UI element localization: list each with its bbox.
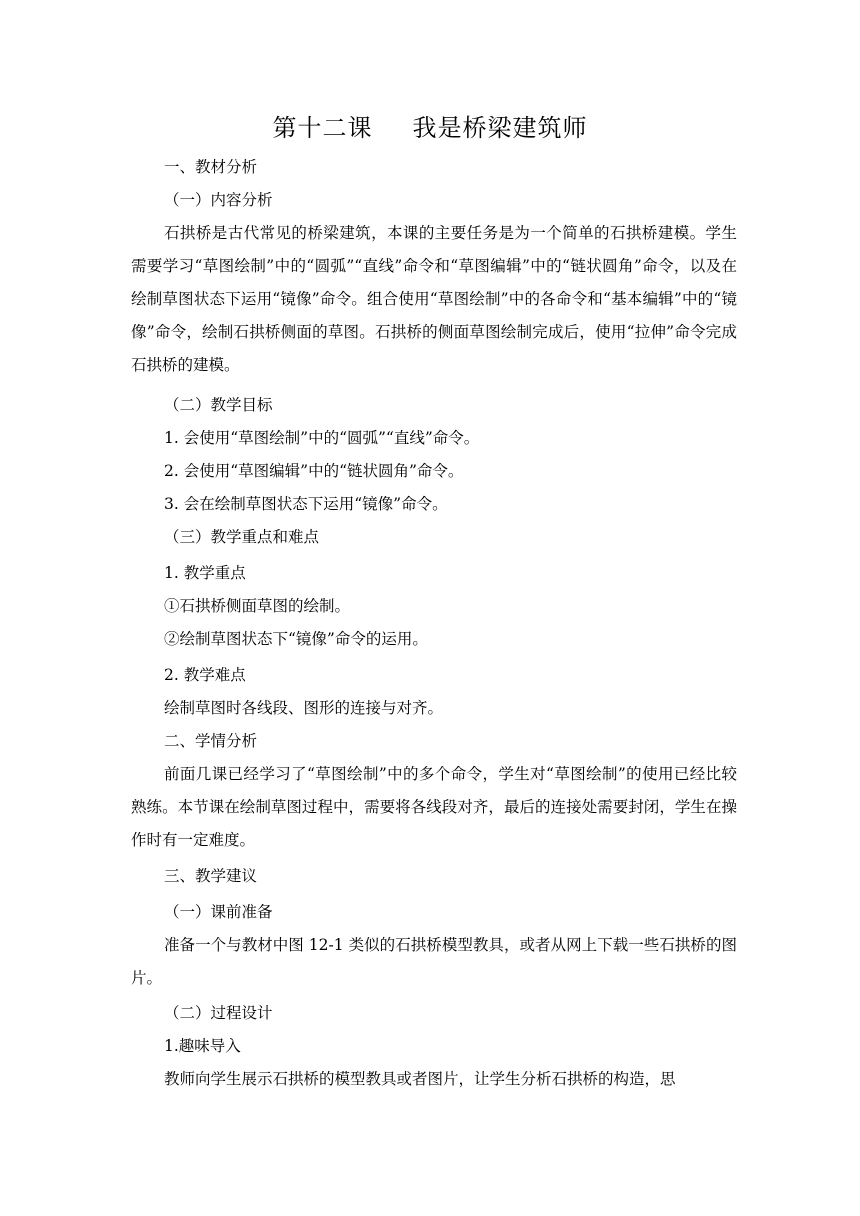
list-item: ②绘制草图状态下“镜像”命令的运用。	[164, 630, 428, 648]
list-item: 1. 会使用“草图绘制”中的“圆弧”“直线”命令。	[164, 429, 480, 447]
subsection-heading: （三）教学重点和难点	[164, 528, 320, 546]
list-item: 1.趣味导入	[164, 1037, 241, 1055]
section-heading: 一、教材分析	[164, 158, 258, 176]
paragraph: 石拱桥是古代常见的桥梁建筑，本课的主要任务是为一个简单的石拱桥建模。学生需要学习“草图绘制”中的“圆弧”“直线”命令和“草图编辑”中的“链状圆角”命令，以及在绘制草图状态下运用“镜像”命令。组合使用“草图绘制”中的各命令和“基本编辑”中的“镜像”命令，绘制石拱桥侧面的草图。石拱桥的侧面草图绘制完成后，使用“拉伸”命令完成石拱桥的建模。	[131, 224, 737, 374]
list-item: 3. 会在绘制草图状态下运用“镜像”命令。	[164, 495, 448, 513]
list-item: 2. 教学难点	[164, 666, 246, 684]
paragraph: 前面几课已经学习了“草图绘制”中的多个命令，学生对“草图绘制”的使用已经比较熟练。本节课在绘制草图过程中，需要将各线段对齐，最后的连接处需要封闭，学生在操作时有一定难度。	[131, 765, 737, 849]
paragraph: 教师向学生展示石拱桥的模型教具或者图片，让学生分析石拱桥的构造，思	[164, 1070, 676, 1088]
list-item: 绘制草图时各线段、图形的连接与对齐。	[164, 699, 444, 717]
section-heading: 三、教学建议	[164, 867, 258, 885]
list-item: 2. 会使用“草图编辑”中的“链状圆角”命令。	[164, 462, 464, 480]
paragraph: 准备一个与教材中图 12-1 类似的石拱桥模型教具，或者从网上下载一些石拱桥的图片。	[131, 936, 737, 987]
subsection-heading: （一）课前准备	[164, 903, 273, 921]
section-heading: 二、学情分析	[164, 732, 258, 750]
subsection-heading: （二）过程设计	[164, 1004, 273, 1022]
subsection-heading: （二）教学目标	[164, 396, 273, 414]
list-item: 1. 教学重点	[164, 564, 246, 582]
page-title	[0, 108, 860, 143]
subsection-heading: （一）内容分析	[164, 191, 273, 209]
lesson-name: 我是桥梁建筑师	[412, 114, 588, 142]
list-item: ①石拱桥侧面草图的绘制。	[164, 597, 351, 615]
lesson-number: 第十二课	[272, 114, 373, 142]
